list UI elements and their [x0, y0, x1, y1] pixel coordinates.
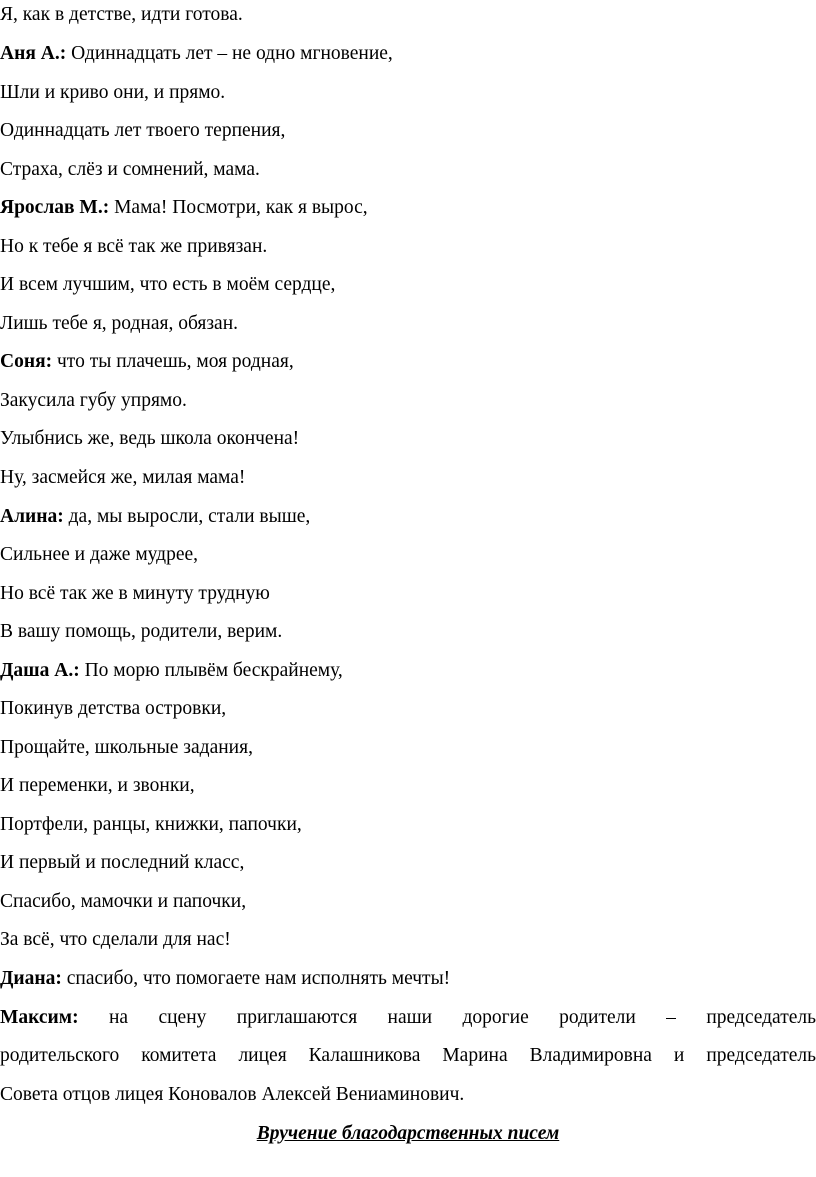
verse-line	[0, 42, 816, 66]
verse-line	[0, 235, 816, 259]
verse-line	[0, 273, 816, 297]
line-text: Одиннадцать лет твоего терпения,	[0, 120, 286, 141]
line-text: Одиннадцать лет – не одно мгновение,	[66, 43, 393, 64]
line-text: Сильнее и даже мудрее,	[0, 544, 199, 565]
line-text: Прощайте, школьные задания,	[0, 737, 253, 758]
line-text: Страха, слёз и сомнений, мама.	[0, 159, 260, 180]
line-text: что ты плачешь, моя родная,	[52, 351, 294, 372]
verse-line	[0, 967, 816, 991]
speaker-name: Аня А.:	[0, 43, 67, 64]
line-text: И всем лучшим, что есть в моём сердце,	[0, 274, 336, 295]
speaker-name: Ярослав М.:	[0, 197, 110, 218]
line-text: на сцену приглашаются наши дорогие родители – председатель	[78, 1007, 816, 1028]
line-text: Но к тебе я всё так же привязан.	[0, 236, 268, 257]
verse-line	[0, 466, 816, 490]
verse-line	[0, 736, 816, 760]
line-text: родительского комитета лицея Калашникова Марина Владимировна и председатель	[0, 1045, 816, 1066]
line-text: Совета отцов лицея Коновалов Алексей Вениаминович.	[0, 1084, 465, 1105]
verse-line	[0, 427, 816, 451]
speaker-name: Максим:	[0, 1007, 79, 1028]
line-text: Ну, засмейся же, милая мама!	[0, 467, 246, 488]
announcement-line-2	[0, 1044, 816, 1068]
line-text: По морю плывём бескрайнему,	[79, 660, 343, 681]
section-heading: Вручение благодарственных писем	[256, 1123, 560, 1144]
verse-line	[0, 890, 816, 914]
verse-line	[0, 659, 816, 683]
verse-line	[0, 505, 816, 529]
verse-line	[0, 312, 816, 336]
line-text: да, мы выросли, стали выше,	[63, 506, 311, 527]
verse-line	[0, 158, 816, 182]
verse-line	[0, 3, 816, 27]
line-text: Покинув детства островки,	[0, 698, 227, 719]
speaker-name: Диана:	[0, 968, 62, 989]
line-text: Портфели, ранцы, книжки, папочки,	[0, 814, 302, 835]
speaker-name: Даша А.:	[0, 660, 80, 681]
verse-line	[0, 697, 816, 721]
verse-line	[0, 81, 816, 105]
verse-line	[0, 582, 816, 606]
verse-line	[0, 389, 816, 413]
line-text: В вашу помощь, родители, верим.	[0, 621, 283, 642]
line-text: Но всё так же в минуту трудную	[0, 583, 270, 604]
verse-line	[0, 350, 816, 374]
verse-line	[0, 543, 816, 567]
speaker-name: Соня:	[0, 351, 53, 372]
verse-line	[0, 813, 816, 837]
verse-line	[0, 928, 816, 952]
verse-line	[0, 119, 816, 143]
line-text: Спасибо, мамочки и папочки,	[0, 891, 247, 912]
verse-line	[0, 851, 816, 875]
line-text: Закусила губу упрямо.	[0, 390, 187, 411]
announcement-line-3	[0, 1083, 816, 1107]
line-text: Лишь тебе я, родная, обязан.	[0, 313, 239, 334]
line-text: За всё, что сделали для нас!	[0, 929, 231, 950]
line-text: Я, как в детстве, идти готова.	[0, 4, 243, 25]
speaker-name: Алина:	[0, 506, 64, 527]
line-text: И переменки, и звонки,	[0, 775, 195, 796]
line-text: И первый и последний класс,	[0, 852, 245, 873]
announcement-line-1	[0, 1006, 816, 1030]
line-text: спасибо, что помогаете нам исполнять мечты!	[61, 968, 451, 989]
verse-line	[0, 196, 816, 220]
line-text: Шли и криво они, и прямо.	[0, 82, 226, 103]
line-text: Мама! Посмотри, как я вырос,	[109, 197, 368, 218]
verse-line	[0, 774, 816, 798]
line-text: Улыбнись же, ведь школа окончена!	[0, 428, 300, 449]
verse-line	[0, 620, 816, 644]
